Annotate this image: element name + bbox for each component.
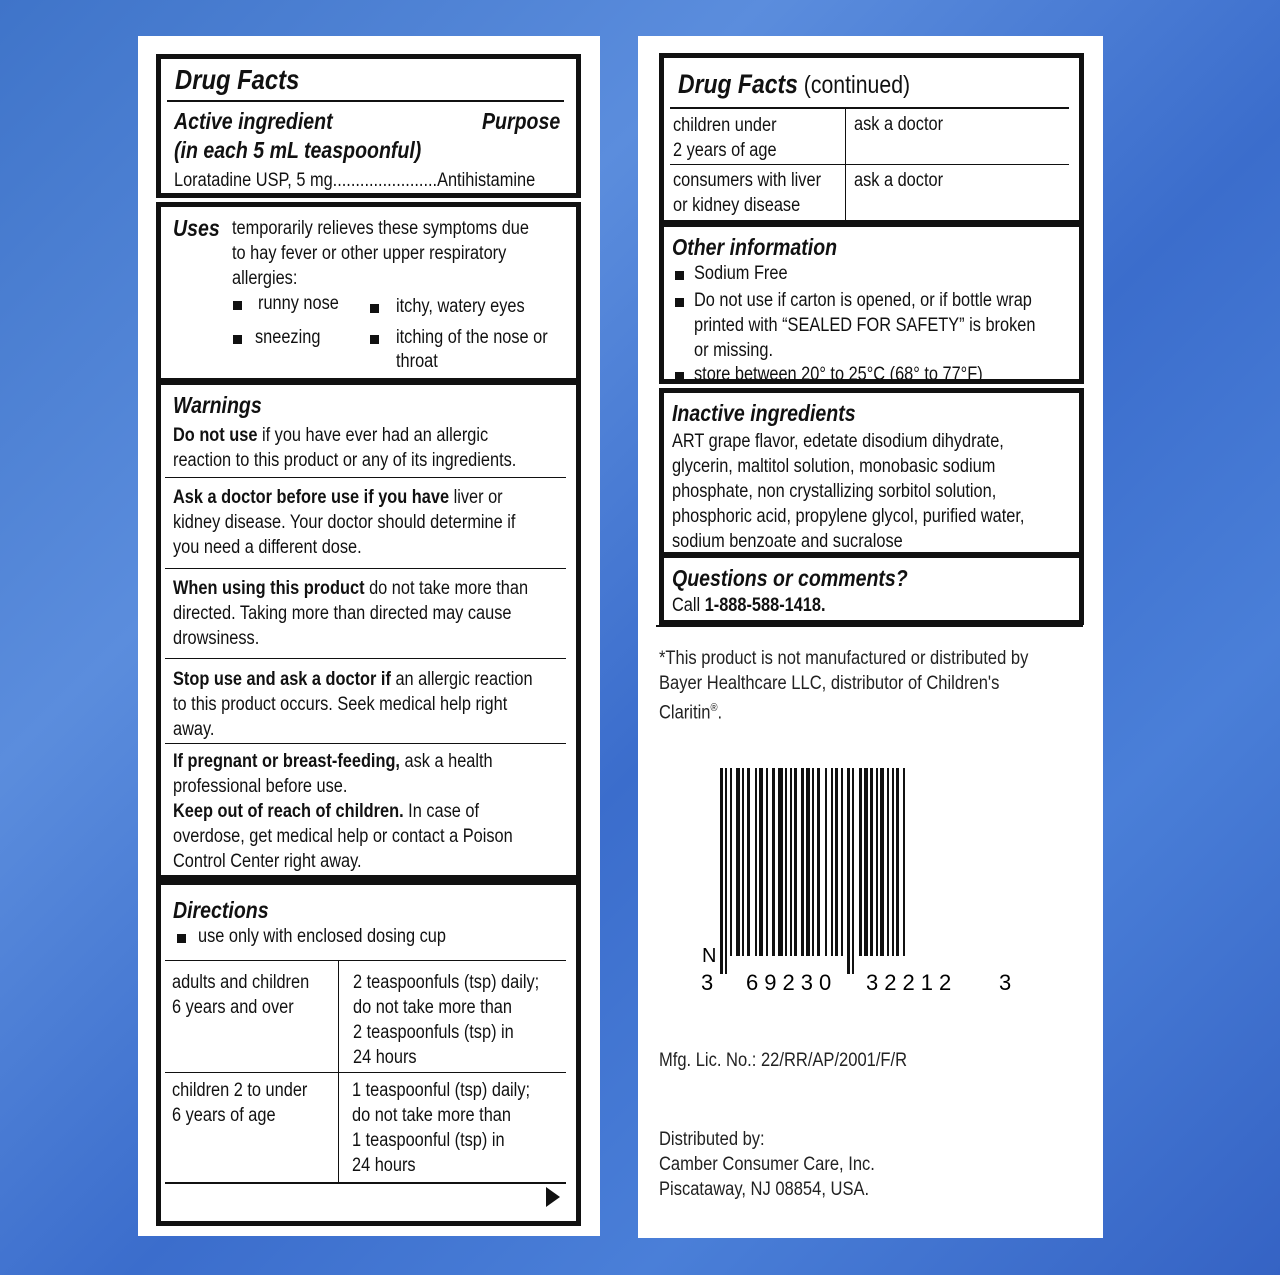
barcode-bar [794, 768, 797, 956]
barcode-bar [812, 768, 814, 956]
other-information-heading: Other information [672, 234, 838, 260]
inactive-line-4: phosphoric acid, propylene glycol, purified water, [672, 506, 1025, 527]
purpose-heading: Purpose [482, 108, 561, 134]
warning-keep-out-line-2: overdose, get medical help or contact a Poison [173, 826, 513, 847]
other-information-box [659, 222, 1084, 384]
directions-heading: Directions [173, 897, 269, 923]
barcode-bar [720, 768, 723, 974]
use-itchy-eyes: itchy, watery eyes [396, 296, 525, 317]
warning-ask-doctor-line-3: you need a different dose. [173, 537, 362, 558]
warning-when-using-line-2: directed. Taking more than directed may cause [173, 603, 512, 624]
other-sealed-line-1: Do not use if carton is opened, or if bottle wrap [694, 290, 1032, 311]
bullet-icon [675, 298, 684, 307]
warning-pregnant: If pregnant or breast-feeding, ask a health [173, 751, 493, 772]
barcode-bar [852, 768, 854, 974]
warning-do-not-use: Do not use if you have ever had an allergic [173, 425, 489, 446]
uses-text-line-3: allergies: [232, 268, 298, 289]
other-sodium-free: Sodium Free [694, 263, 788, 284]
barcode-bar [817, 768, 820, 956]
cont-row1-who-2: 2 years of age [673, 140, 777, 161]
barcode-bar [887, 768, 889, 956]
inactive-line-1: ART grape flavor, edetate disodium dihydrate, [672, 431, 1004, 452]
barcode-n: N [702, 945, 717, 967]
use-sneezing: sneezing [255, 327, 321, 348]
warning-when-using-line-3: drowsiness. [173, 628, 260, 649]
cont-row1-what: ask a doctor [854, 114, 944, 135]
warning-keep-out: Keep out of reach of children. In case of [173, 801, 480, 822]
distributor-address: Piscataway, NJ 08854, USA. [659, 1179, 870, 1200]
cont-row1-who-1: children under [673, 115, 777, 136]
inactive-line-2: glycerin, maltitol solution, monobasic sodium [672, 456, 996, 477]
dir-adults-who-1: adults and children [172, 972, 310, 993]
uses-box [156, 202, 581, 383]
barcode-bar [772, 768, 775, 956]
barcode-bar [859, 768, 862, 956]
questions-box [659, 553, 1084, 625]
questions-phone-line: Call 1-888-588-1418. [672, 595, 826, 616]
drug-facts-continued-title: Drug Facts (continued) [678, 69, 911, 99]
inactive-ingredients-box [659, 388, 1084, 557]
barcode-bar [870, 768, 873, 956]
dir-adults-dose-3: 2 teaspoonfuls (tsp) in [353, 1022, 514, 1043]
bullet-icon [233, 335, 242, 344]
use-itching-nose: itching of the nose or [396, 327, 548, 348]
warning-ask-doctor: Ask a doctor before use if you have liver or [173, 487, 503, 508]
warning-keep-out-line-3: Control Center right away. [173, 851, 362, 872]
dir-children-dose-1: 1 teaspoonful (tsp) daily; [352, 1080, 531, 1101]
use-runny-nose: runny nose [258, 293, 339, 314]
inactive-ingredients-heading: Inactive ingredients [672, 400, 856, 426]
cont-row2-who-2: or kidney disease [673, 195, 801, 216]
bullet-icon [370, 304, 379, 313]
drug-facts-panel-right [638, 36, 1103, 1238]
continued-arrow-icon [546, 1187, 560, 1207]
warning-ask-doctor-line-2: kidney disease. Your doctor should determine if [173, 512, 516, 533]
warnings-heading: Warnings [173, 392, 262, 418]
inactive-line-3: phosphate, non crystallizing sorbitol solution, [672, 481, 997, 502]
questions-heading: Questions or comments? [672, 565, 908, 591]
barcode-bar [825, 768, 827, 956]
bullet-icon [233, 301, 242, 310]
disclaimer-line-1: *This product is not manufactured or distributed by [659, 648, 1029, 669]
drug-facts-title: Drug Facts [175, 64, 300, 95]
uses-text-line-2: to hay fever or other upper respiratory [232, 243, 507, 264]
drug-facts-panel-left [138, 36, 600, 1236]
barcode-bar [766, 768, 768, 956]
cont-row2-who-1: consumers with liver [673, 170, 822, 191]
barcode-bar [892, 768, 894, 956]
active-ingredient-subheading: (in each 5 mL teaspoonful) [174, 137, 422, 163]
active-ingredient-heading: Active ingredient [174, 108, 333, 134]
barcode-bar [742, 768, 744, 956]
warning-when-using: When using this product do not take more than [173, 578, 529, 599]
dir-adults-dose-1: 2 teaspoonfuls (tsp) daily; [353, 972, 540, 993]
barcode-bar [806, 768, 810, 956]
dir-children-who-2: 6 years of age [172, 1105, 276, 1126]
phone-number: 1-888-588-1418. [704, 595, 826, 616]
barcode-bar [725, 768, 727, 974]
bullet-icon [675, 271, 684, 280]
barcode-bar [880, 768, 884, 956]
barcode-digits-right: 32212 [866, 970, 958, 995]
other-sealed-line-2: printed with “SEALED FOR SAFETY” is broken [694, 315, 1036, 336]
inactive-line-5: sodium benzoate and sucralose [672, 531, 903, 552]
warning-pregnant-line-2: professional before use. [173, 776, 348, 797]
dir-children-who-1: children 2 to under [172, 1080, 308, 1101]
barcode-digits-left: 69230 [746, 970, 838, 995]
warning-stop-use: Stop use and ask a doctor if an allergic reaction [173, 669, 533, 690]
continued-box [659, 53, 1084, 225]
barcode-bar [736, 768, 740, 956]
mfg-license: Mfg. Lic. No.: 22/RR/AP/2001/F/R [659, 1050, 908, 1071]
dir-adults-dose-4: 24 hours [353, 1047, 417, 1068]
bullet-icon [177, 934, 186, 943]
barcode-bar [903, 768, 905, 956]
warning-stop-use-line-2: to this product occurs. Seek medical help right [173, 694, 508, 715]
cont-row2-what: ask a doctor [854, 170, 944, 191]
barcode-bar [790, 768, 792, 956]
distributor-name: Camber Consumer Care, Inc. [659, 1154, 875, 1175]
barcode-bar [841, 768, 843, 956]
active-ingredient-box [156, 54, 581, 198]
other-sealed-line-3: or missing. [694, 340, 773, 361]
barcode-right-digit: 3 [999, 970, 1012, 995]
barcode-bar [801, 768, 804, 956]
barcode-bar [730, 768, 732, 956]
barcode-bar [759, 768, 763, 956]
other-storage: store between 20° to 25°C (68° to 77°F) [694, 364, 983, 385]
barcode-left-digit: 3 [701, 970, 714, 995]
warning-do-not-use-line-2: reaction to this product or any of its ingredients. [173, 450, 517, 471]
use-throat: throat [396, 351, 438, 372]
warning-stop-use-line-3: away. [173, 719, 215, 740]
dir-children-dose-3: 1 teaspoonful (tsp) in [352, 1130, 505, 1151]
barcode-bar [747, 768, 750, 956]
bullet-icon [675, 372, 684, 381]
barcode-bar [831, 768, 833, 956]
barcode-bar [755, 768, 757, 956]
disclaimer-line-3: Claritin®. [659, 702, 723, 724]
disclaimer-line-2: Bayer Healthcare LLC, distributor of Children's [659, 673, 1000, 694]
barcode-bar [876, 768, 878, 956]
active-ingredient-line: Loratadine USP, 5 mg.......................Antihistamine [174, 170, 536, 191]
barcode-bar [778, 768, 783, 956]
warnings-box [156, 380, 581, 880]
dir-children-dose-2: do not take more than [352, 1105, 511, 1126]
upc-barcode [698, 762, 1038, 1002]
bullet-icon [370, 335, 379, 344]
uses-text-line-1: temporarily relieves these symptoms due [232, 218, 529, 239]
uses-heading: Uses [173, 215, 220, 241]
dir-adults-dose-2: do not take more than [353, 997, 512, 1018]
distributed-by-label: Distributed by: [659, 1129, 765, 1150]
barcode-bar [864, 768, 868, 956]
barcode-bar [847, 768, 850, 974]
barcode-bar [785, 768, 787, 956]
directions-box [156, 880, 581, 1226]
directions-bullet: use only with enclosed dosing cup [198, 926, 446, 947]
barcode-bar [835, 768, 838, 956]
dir-children-dose-4: 24 hours [352, 1155, 416, 1176]
dir-adults-who-2: 6 years and over [172, 997, 294, 1018]
barcode-bar [896, 768, 899, 956]
